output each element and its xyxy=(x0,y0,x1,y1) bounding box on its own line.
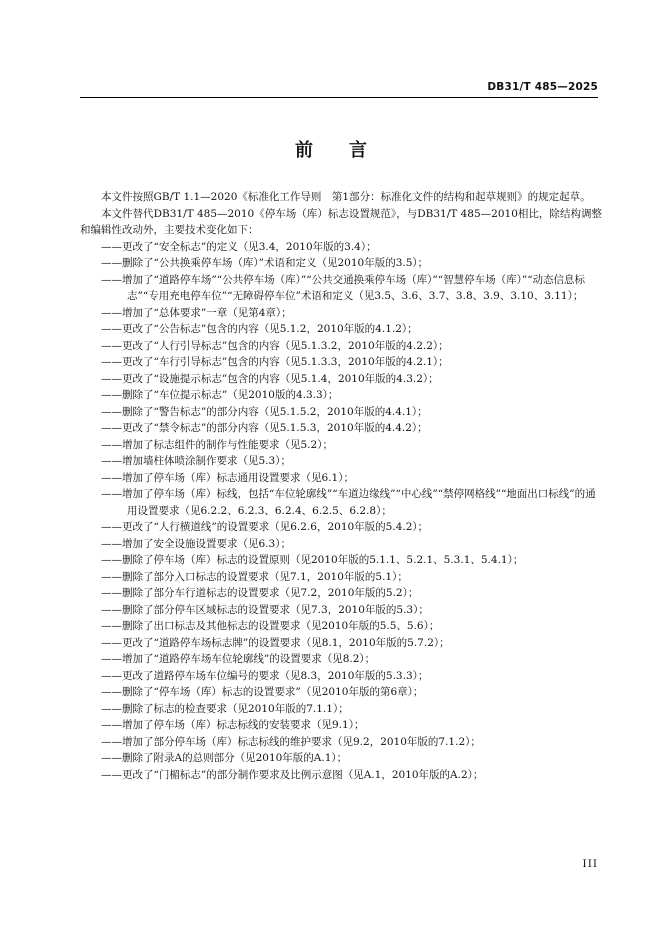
list-item: ——增加了“总体要求”一章（见第4章）； xyxy=(101,306,292,319)
list-item: ——增加了安全设施设置要求（见6.3）； xyxy=(101,537,291,550)
technical-changes-list xyxy=(80,239,602,784)
foreword-body xyxy=(80,189,602,783)
list-item: ——增加了部分停车场（库）标志标线的维护要求（见9.2，2010年版的7.1.2）； xyxy=(101,735,481,748)
intro-paragraph: 本文件按照GB/T 1.1—2020《标准化工作导则 第1部分：标准化文件的结构和起草规则》的规定起草。 xyxy=(101,191,591,203)
list-item: ——增加了停车场（库）标志通用设置要求（见6.1）； xyxy=(101,471,354,484)
list-item: ——更改了“设施提示标志”包含的内容（见5.1.4，2010年版的4.3.2）； xyxy=(101,372,439,385)
list-item: ——更改了“安全标志”的定义（见3.4，2010年版的3.4）； xyxy=(101,240,377,253)
list-item: ——更改了“人行引导标志”包含的内容（见5.1.3.2，2010年版的4.2.2）； xyxy=(101,339,449,352)
list-item: ——删除了停车场（库）标志的设置原则（见2010年版的5.1.1、5.2.1、5.3.1、5.4.1）； xyxy=(101,554,524,566)
list-item: ——删除了出口标志及其他标志的设置要求（见2010年版的5.5、5.6）； xyxy=(101,620,440,632)
header-divider xyxy=(80,97,598,98)
list-item: ——增加了“道路停车场”“公共停车场（库）”“公共交通换乘停车场（库）”“智慧停车场（库）”“动态信息标志”“专用充电停车位”“无障碍停车位”术语和定义（见3.5、3.6、3.7、3.8、3.9、3.10、3.11）； xyxy=(101,273,586,302)
list-item: ——删除了“公共换乘停车场（库）”术语和定义（见2010年版的3.5）； xyxy=(101,257,429,269)
list-item: ——增加了停车场（库）标线，包括“车位轮廓线”“车道边缘线”“中心线”“禁停网格线”“地面出口标线”的通用设置要求（见6.2.2、6.2.3、6.2.4、6.2.5、6.2.8）； xyxy=(101,488,596,517)
list-item: ——增加墙柱体喷涂制作要求（见5.3）； xyxy=(101,455,291,467)
list-item: ——增加了标志组件的制作与性能要求（见5.2）； xyxy=(101,438,333,451)
list-item: ——删除了“停车场（库）标志的设置要求”（见2010年版的第6章）； xyxy=(101,686,424,698)
list-item: ——更改了“车行引导标志”包含的内容（见5.1.3.3，2010年版的4.2.1）； xyxy=(101,356,449,368)
list-item: ——删除了标志的检查要求（见2010年版的7.1.1）； xyxy=(101,702,349,715)
page-title: 前 言 xyxy=(295,140,367,161)
document-code: DB31/T 485—2025 xyxy=(487,81,598,93)
list-item: ——更改了道路停车场车位编号的要求（见8.3，2010年版的5.3.3）； xyxy=(101,669,429,682)
foreword-intro xyxy=(80,189,602,239)
list-item: ——删除了附录A的总则部分（见2010年版的A.1）； xyxy=(101,752,348,764)
list-item: ——更改了“公告标志”包含的内容（见5.1.2，2010年版的4.1.2）； xyxy=(101,323,418,335)
page-number: III xyxy=(582,858,598,870)
list-item: ——更改了“人行横道线”的设置要求（见6.2.6，2010年版的5.4.2）； xyxy=(101,521,429,533)
list-item: ——删除了“车位提示标志”（见2010版的4.3.3）； xyxy=(101,389,339,401)
list-item: ——更改了“禁令标志”的部分内容（见5.1.5.3，2010年版的4.4.2）； xyxy=(101,422,428,434)
list-item: ——删除了部分入口标志的设置要求（见7.1，2010年版的5.1）； xyxy=(101,570,408,583)
list-item: ——更改了“道路停车场标志牌”的设置要求（见8.1，2010年版的5.7.2）； xyxy=(101,636,450,649)
list-item: ——更改了“门楣标志”的部分制作要求及比例示意图（见A.1，2010年版的A.2）； xyxy=(101,768,484,781)
list-item: ——删除了“警告标志”的部分内容（见5.1.5.2，2010年版的4.4.1）； xyxy=(101,405,428,418)
list-item: ——删除了部分停车区域标志的设置要求（见7.3，2010年版的5.3）； xyxy=(101,603,429,616)
list-item: ——增加了“道路停车场车位轮廓线”的设置要求（见8.2）； xyxy=(101,653,376,665)
intro-paragraph: 本文件替代DB31/T 485—2010《停车场（库）标志设置规范》，与DB31/T 485—2010相比，除结构调整和编辑性改动外，主要技术变化如下： xyxy=(80,207,602,236)
list-item: ——增加了停车场（库）标志标线的安装要求（见9.1）； xyxy=(101,719,365,731)
list-item: ——删除了部分车行道标志的设置要求（见7.2，2010年版的5.2）； xyxy=(101,587,419,599)
